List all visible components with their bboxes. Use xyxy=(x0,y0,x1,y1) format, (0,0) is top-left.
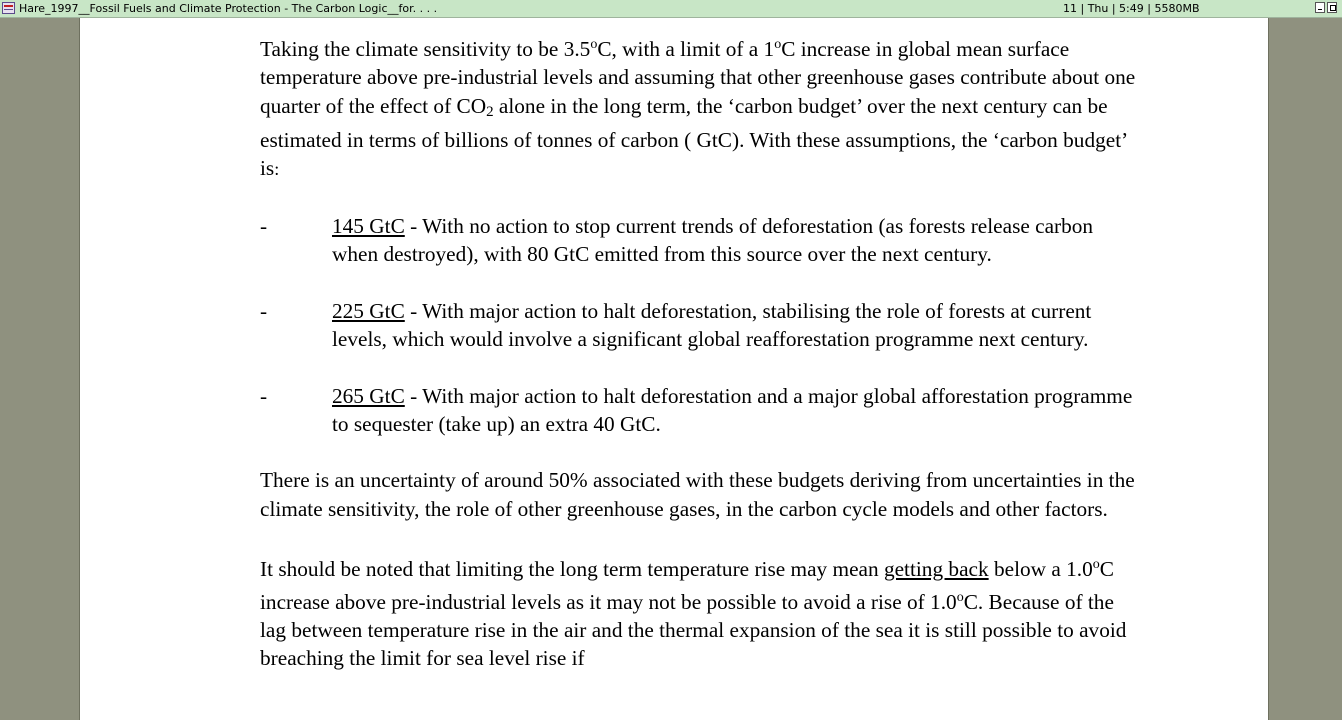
document-content xyxy=(260,31,1140,673)
pdf-app-icon xyxy=(2,2,15,14)
window-title: Hare_1997__Fossil Fuels and Climate Protection - The Carbon Logic__for. . . . xyxy=(19,2,438,15)
list-item: - 225 GtC - With major action to halt deforestation, stabilising the role of forests at current levels, which would involve a significant global reafforestation programme next century. xyxy=(260,298,1092,351)
minimize-icon[interactable] xyxy=(1315,2,1325,13)
paragraph-temperature-limit: It should be noted that limiting the long term temperature rise may mean getting back below a 1.0$^o$C increase above pre-industrial levels as it may not be possible to avoid a rise of 1.0$^o$C. Because of the lag between temperature rise in the air and the thermal expansion of the sea it is still possible to avoid breaching the limit for sea level rise if xyxy=(260,557,1127,671)
budget-amount: 145 GtC xyxy=(332,213,405,238)
budget-amount: 265 GtC xyxy=(332,383,405,408)
status-info: 11 | Thu | 5:49 | 5580MB xyxy=(1063,2,1200,15)
restore-icon[interactable] xyxy=(1327,2,1337,13)
list-item: - 265 GtC - With major action to halt deforestation and a major global afforestation programme to sequester (take up) an extra 40 GtC. xyxy=(260,383,1133,436)
list-item: - 145 GtC - With no action to stop current trends of deforestation (as forests release carbon when destroyed), with 80 GtC emitted from this source over the next century. xyxy=(260,213,1094,267)
paragraph-uncertainty: There is an uncertainty of around 50% associated with these budgets deriving from uncertainties in the climate sensitivity, the role of other greenhouse gases, in the carbon cycle models and other factors. xyxy=(260,468,1135,521)
budget-amount: 225 GtC xyxy=(332,298,405,323)
document-page xyxy=(79,18,1269,720)
window-titlebar xyxy=(0,0,1342,18)
paragraph-carbon-budget: Taking the climate sensitivity to be 3.5$^o$C, with a limit of a 1$^o$C increase in global mean surface temperature above pre-industrial levels and assuming that other greenhouse gases contribute about one quarter of the effect of $CO_2$ alone in the long term, the ‘carbon budget’ over the next century can be estimated in terms of billions of tonnes of carbon ( GtC). With these assumptions, the ‘carbon budget’ is: xyxy=(260,37,1136,181)
